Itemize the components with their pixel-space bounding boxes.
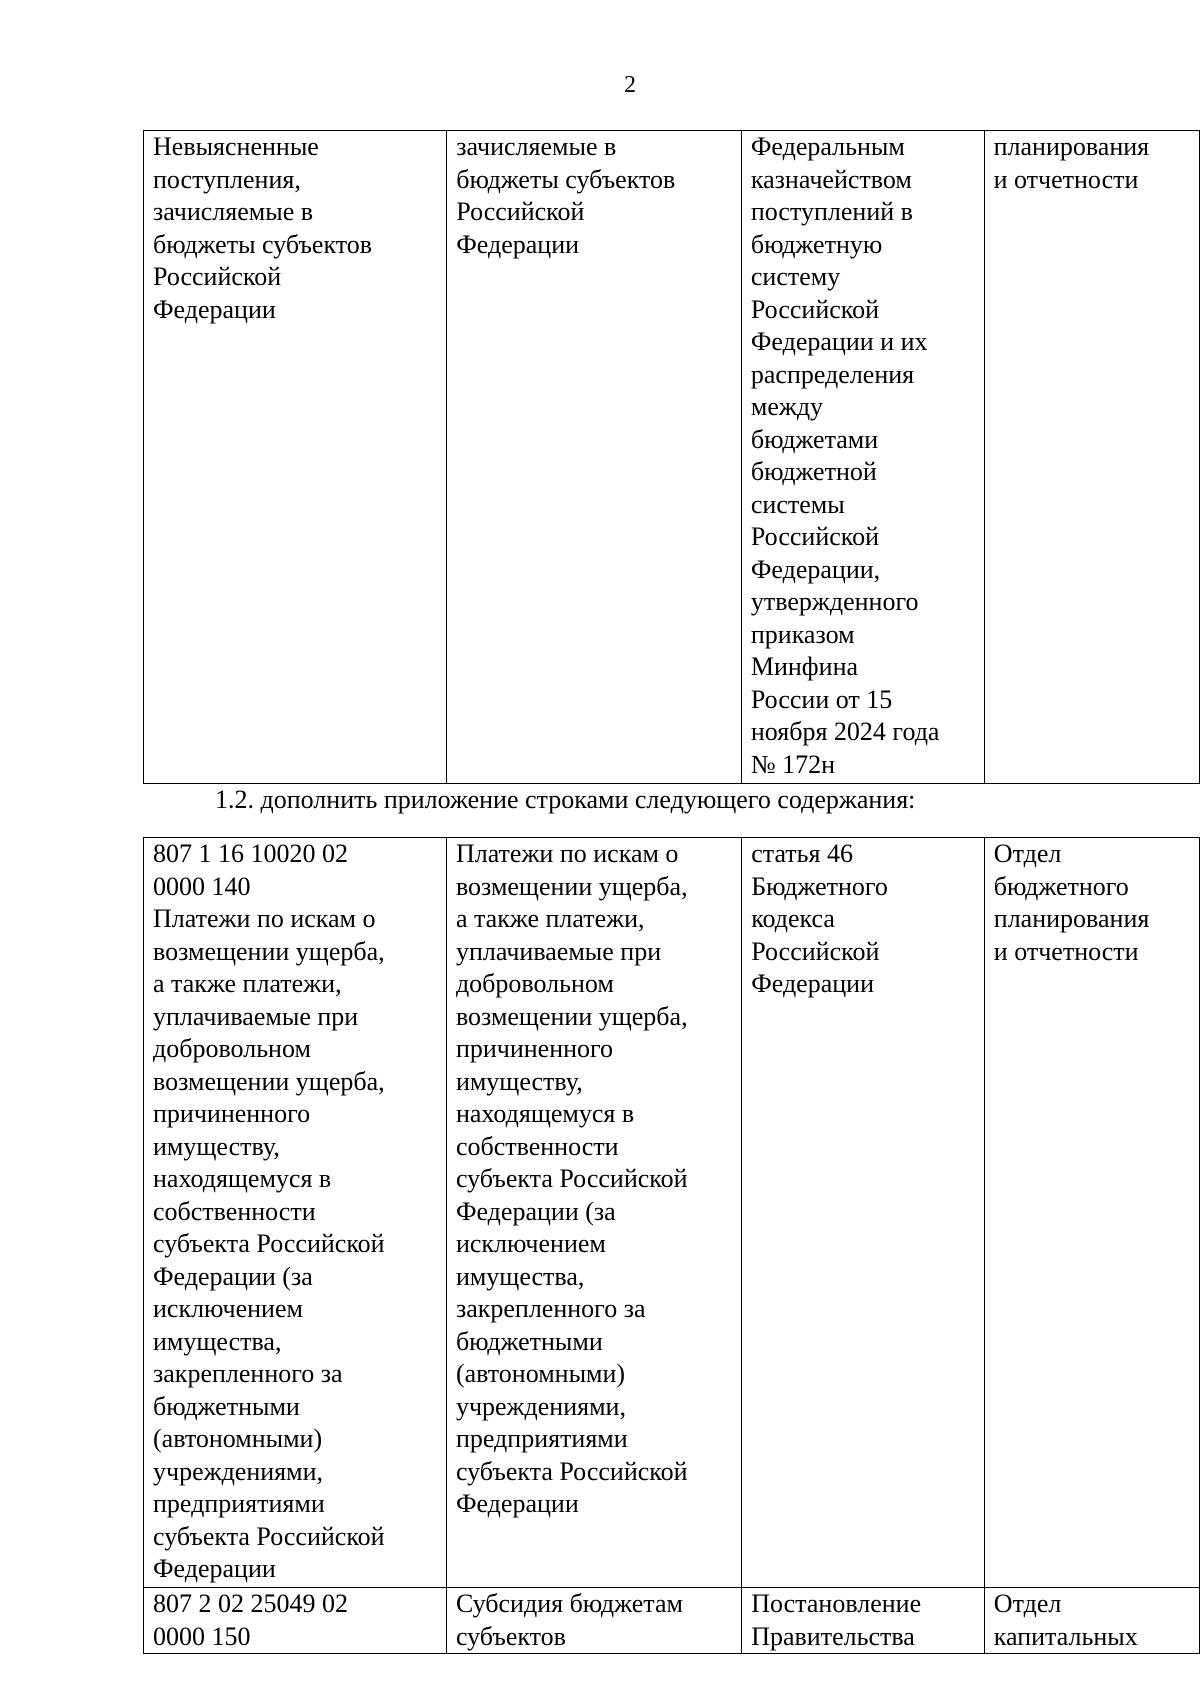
table-cell-legal-basis: Постановление Правительства [742, 1588, 985, 1654]
table-row [144, 838, 1200, 1588]
table-cell-code-and-name: 807 1 16 10020 02 0000 140 Платежи по искам о возмещении ущерба, а также платежи, уплачиваемые при добровольном возмещении ущерба, причиненного имуществу, находящемуся в собственности субъекта Российской Федерации (за исключением имущества, закрепленного за бюджетными (автономными) учреждениями, предприятиями субъекта Российской Федерации [144, 838, 447, 1588]
table-cell-department: планирования и отчетности [984, 131, 1199, 784]
table-cell-income-description: зачисляемые в бюджеты субъектов Российской Федерации [447, 131, 742, 784]
table-cell-department: Отдел бюджетного планирования и отчетности [984, 838, 1199, 1588]
new-rows-table [143, 837, 1200, 1654]
table-cell-description: Субсидия бюджетам субъектов [446, 1588, 741, 1654]
amendment-paragraph: 1.2. дополнить приложение строками следующего содержания: [215, 785, 916, 814]
table-cell-description: Платежи по искам о возмещении ущерба, а также платежи, уплачиваемые при добровольном возмещении ущерба, причиненного имуществу, находящемуся в собственности субъекта Российской Федерации (за исключением имущества, закрепленного за бюджетными (автономными) учреждениями, предприятиями субъекта Российской Федерации [446, 838, 741, 1588]
table-row [144, 131, 1200, 784]
table-cell-code-and-name: 807 2 02 25049 02 0000 150 [144, 1588, 447, 1654]
table-cell-income-name: Невыясненные поступления, зачисляемые в бюджеты субъектов Российской Федерации [144, 131, 447, 784]
continuation-table [143, 130, 1200, 784]
table-cell-legal-basis: Федеральным казначейством поступлений в бюджетную систему Российской Федерации и их распределения между бюджетами бюджетной системы Российской Федерации, утвержденного приказом Минфина России от 15 ноября 2024 года № 172н [741, 131, 984, 784]
table-cell-legal-basis: статья 46 Бюджетного кодекса Российской Федерации [742, 838, 985, 1588]
table-row [144, 1588, 1200, 1654]
page-number: 2 [624, 72, 636, 98]
table-cell-department: Отдел капитальных [984, 1588, 1199, 1654]
